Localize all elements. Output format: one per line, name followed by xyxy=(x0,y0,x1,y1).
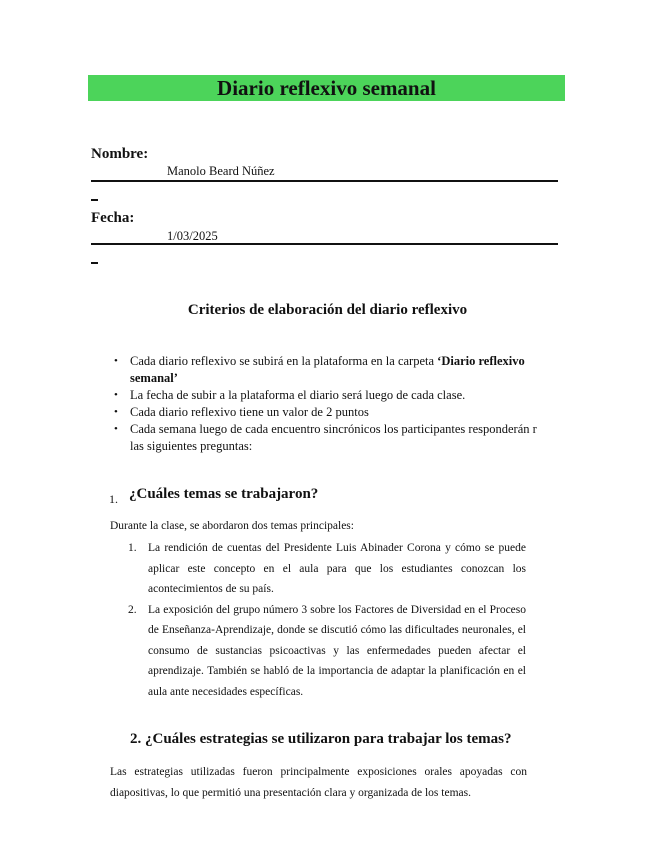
bullet-glyph: • xyxy=(114,406,118,418)
page-title: Diario reflexivo semanal xyxy=(217,76,436,100)
question2-answer: Las estrategias utilizadas fueron principalmente exposiciones orales apoyadas con diapositivas, lo que permitió una presentación clara y organizada de los temas. xyxy=(110,766,527,799)
list-item-number: 2. xyxy=(128,603,137,616)
list-item xyxy=(128,538,526,600)
question1-number: 1. xyxy=(109,492,118,506)
date-value: 1/03/2025 xyxy=(167,229,218,243)
list-item-emphasis: ‘Diario reflexivo semanal’ xyxy=(130,354,525,385)
list-item xyxy=(110,387,550,404)
list-item-text: La exposición del grupo número 3 sobre los Factores de Diversidad en el Proceso de Enseñanza-Aprendizaje, donde se discutió cómo las dificultades neuronales, el consumo de sustancias psicoactivas y las enfermedades pueden afectar el aprendizaje. También se habló de la importancia de adaptar la planificación en el aula ante necesidades específicas. xyxy=(148,603,526,698)
list-item xyxy=(110,421,550,455)
list-item-text: La fecha de subir a la plataforma el diario será luego de cada clase. xyxy=(130,388,466,402)
question1-list xyxy=(128,538,526,702)
name-label: Nombre: xyxy=(91,146,149,162)
bullet-glyph: • xyxy=(114,423,118,435)
question1-title: ¿Cuáles temas se trabajaron? xyxy=(129,486,319,502)
list-item-number: 1. xyxy=(128,542,137,554)
question2-title: 2. ¿Cuáles estrategias se utilizaron para trabajar los temas? xyxy=(130,731,512,747)
list-item xyxy=(128,600,526,703)
bullet-glyph: • xyxy=(114,389,118,401)
criteria-heading: Criterios de elaboración del diario reflexivo xyxy=(187,302,468,318)
list-item xyxy=(110,404,550,421)
criteria-list xyxy=(110,353,550,455)
name-tick xyxy=(91,199,98,201)
list-item-text: La rendición de cuentas del Presidente Luis Abinader Corona y cómo se puede aplicar este concepto en el aula para que los estudiantes conozcan los acontecimientos de su país. xyxy=(148,542,526,595)
list-item xyxy=(110,353,550,387)
list-item-text: Cada diario reflexivo tiene un valor de 2 puntos xyxy=(130,405,369,419)
date-tick xyxy=(91,262,98,264)
list-item-text: Cada diario reflexivo se subirá en la plataforma en la carpeta xyxy=(130,354,438,368)
name-underline xyxy=(91,180,558,182)
name-value: Manolo Beard Núñez xyxy=(167,164,275,178)
list-item-text: Cada semana luego de cada encuentro sincrónicos los participantes responderán r las siguientes preguntas: xyxy=(130,422,537,453)
date-underline xyxy=(91,243,558,245)
date-label: Fecha: xyxy=(91,210,135,226)
question1-intro: Durante la clase, se abordaron dos temas principales: xyxy=(110,520,354,532)
bullet-glyph: • xyxy=(114,355,118,367)
